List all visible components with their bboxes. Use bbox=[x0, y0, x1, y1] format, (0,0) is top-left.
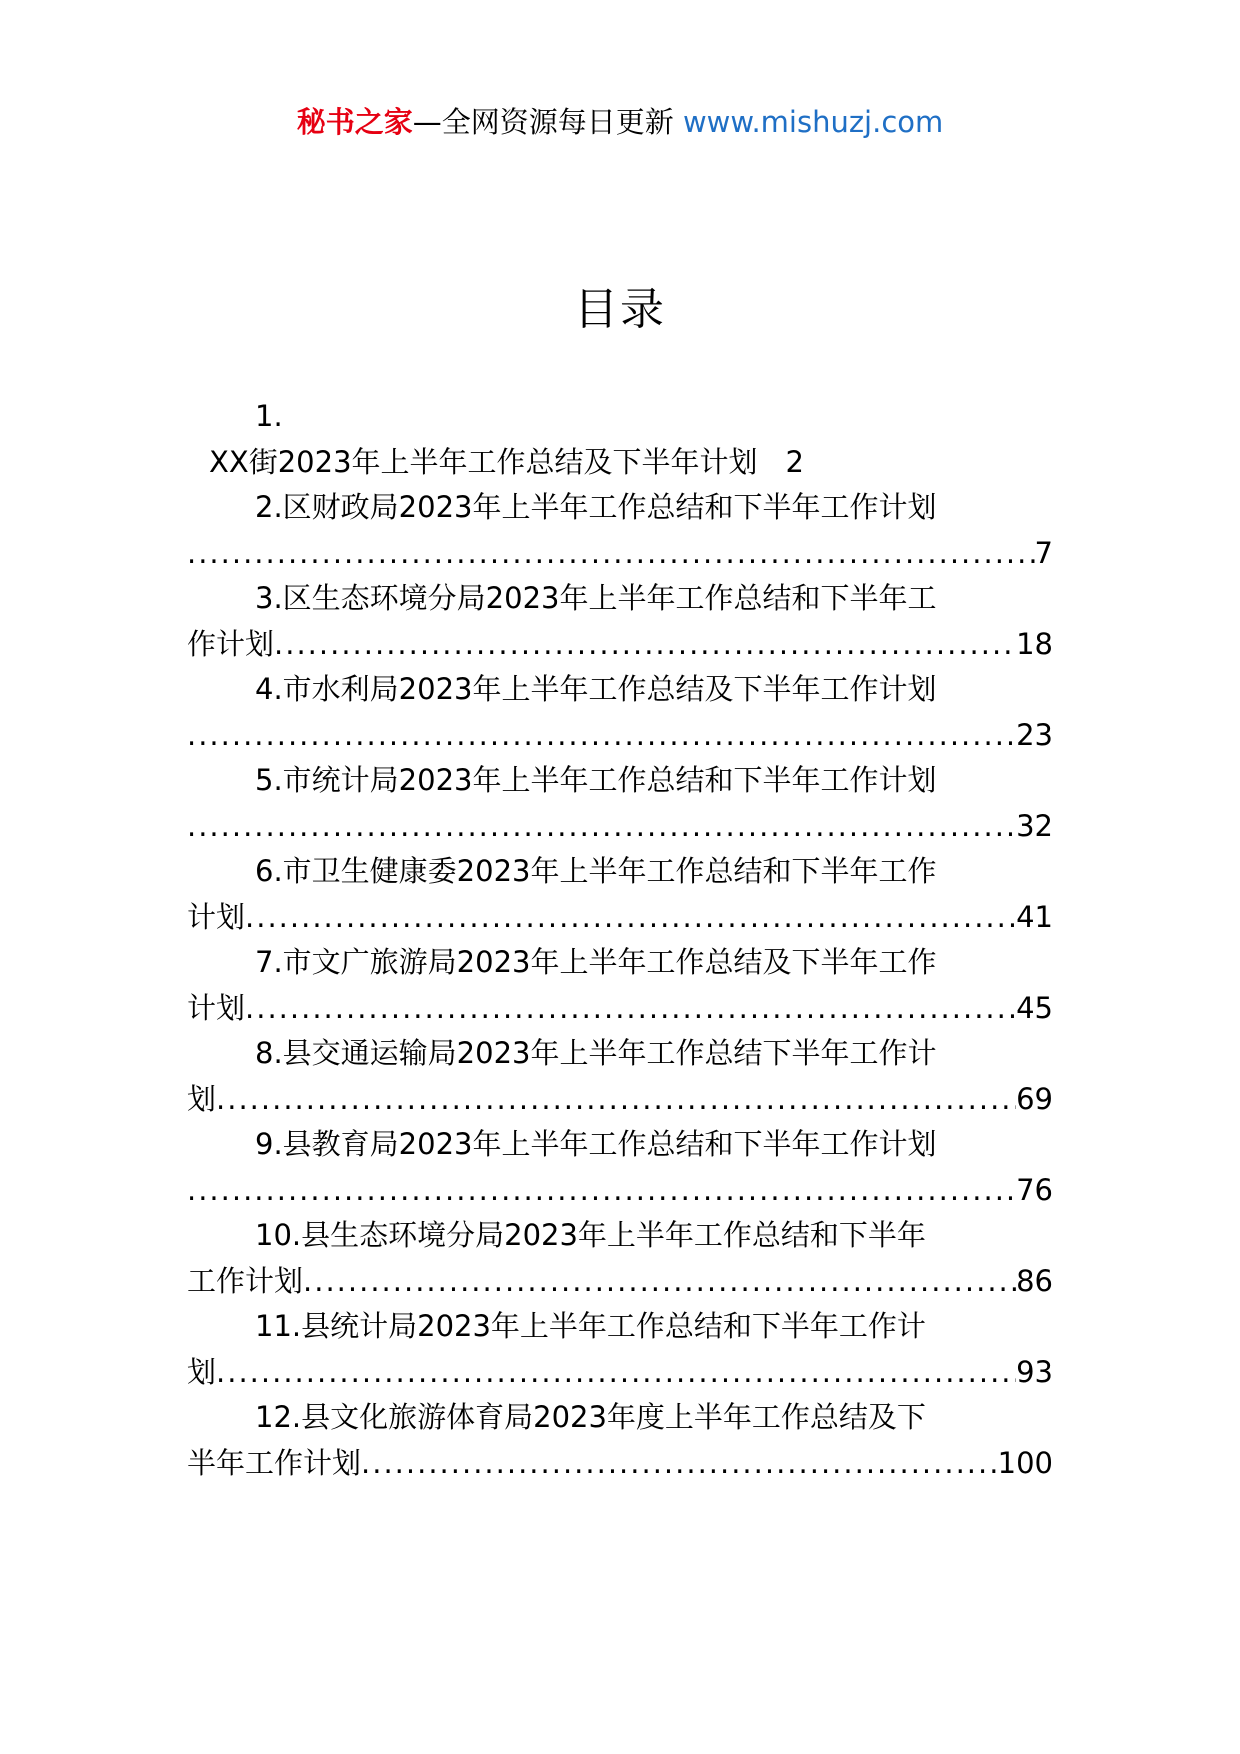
toc-page-number: 93 bbox=[1016, 1354, 1053, 1389]
toc-leader-dots bbox=[245, 986, 1016, 1032]
toc-entry-1[interactable] bbox=[187, 394, 1053, 485]
toc-entry-title: 3.区生态环境分局2023年上半年工作总结和下半年工 bbox=[255, 581, 937, 615]
toc-leader-dots bbox=[187, 1168, 1016, 1214]
toc-entry-9[interactable] bbox=[187, 1122, 1053, 1213]
toc-entry-4[interactable] bbox=[187, 667, 1053, 758]
toc-entry-title: XX街2023年上半年工作总结及下半年计划 bbox=[209, 444, 758, 479]
toc-entry-3[interactable] bbox=[187, 576, 1053, 667]
toc-entry-11[interactable] bbox=[187, 1304, 1053, 1395]
site-header bbox=[0, 102, 1240, 142]
toc-entry-title-continued: 划 bbox=[187, 1081, 217, 1116]
brand-name: 秘书之家 bbox=[296, 105, 413, 139]
toc-entry-title: 12.县文化旅游体育局2023年度上半年工作总结及下 bbox=[255, 1400, 926, 1434]
toc-leader-dots bbox=[187, 713, 1016, 759]
toc-entry-7[interactable] bbox=[187, 940, 1053, 1031]
toc-entry-title: 2.区财政局2023年上半年工作总结和下半年工作计划 bbox=[255, 490, 937, 524]
toc-entry-number: 1. bbox=[255, 399, 283, 433]
toc-page-number: 86 bbox=[1016, 1263, 1053, 1298]
page-title: 目录 bbox=[574, 284, 666, 335]
toc-page-number: 32 bbox=[1016, 808, 1053, 843]
toc-page-number: 23 bbox=[1016, 717, 1053, 752]
toc-page-number: 7 bbox=[1034, 535, 1053, 570]
toc-entry-title-continued: 计划 bbox=[187, 990, 246, 1025]
header-tagline: —全网资源每日更新 bbox=[412, 105, 683, 139]
toc-leader-dots bbox=[216, 1077, 1016, 1123]
toc-entry-5[interactable] bbox=[187, 758, 1053, 849]
toc-entry-title: 5.市统计局2023年上半年工作总结和下半年工作计划 bbox=[255, 763, 937, 797]
toc-page-number: 2 bbox=[785, 444, 804, 479]
toc-entry-title: 4.市水利局2023年上半年工作总结及下半年工作计划 bbox=[255, 672, 937, 706]
toc-entry-title-continued: 划 bbox=[187, 1354, 217, 1389]
toc-entry-title-continued: 作计划 bbox=[187, 626, 275, 661]
site-url-link[interactable]: www.mishuzj.com bbox=[682, 105, 944, 139]
toc-entry-title-continued: 工作计划 bbox=[187, 1263, 304, 1298]
toc-entry-title: 11.县统计局2023年上半年工作总结和下半年工作计 bbox=[255, 1309, 926, 1343]
toc-entry-title: 10.县生态环境分局2023年上半年工作总结和下半年 bbox=[255, 1218, 926, 1252]
toc-entry-title: 9.县教育局2023年上半年工作总结和下半年工作计划 bbox=[255, 1127, 937, 1161]
toc-page-number: 76 bbox=[1016, 1172, 1053, 1207]
toc-leader-dots bbox=[216, 1350, 1016, 1396]
toc-entry-2[interactable] bbox=[187, 485, 1053, 576]
toc-entry-title: 6.市卫生健康委2023年上半年工作总结和下半年工作 bbox=[255, 854, 937, 888]
toc-entry-8[interactable] bbox=[187, 1031, 1053, 1122]
toc-entry-title-continued: 计划 bbox=[187, 899, 246, 934]
toc-page-number: 18 bbox=[1016, 626, 1053, 661]
toc-leader-dots bbox=[274, 622, 1016, 668]
toc-entry-title-continued: 半年工作计划 bbox=[187, 1445, 362, 1480]
toc-leader-dots bbox=[361, 1441, 998, 1487]
toc-entry-6[interactable] bbox=[187, 849, 1053, 940]
toc-entry-10[interactable] bbox=[187, 1213, 1053, 1304]
toc-entry-title: 8.县交通运输局2023年上半年工作总结下半年工作计 bbox=[255, 1036, 937, 1070]
toc-leader-dots bbox=[187, 531, 1035, 577]
table-of-contents bbox=[187, 394, 1053, 1486]
toc-page-number: 45 bbox=[1016, 990, 1053, 1025]
toc-page-number: 69 bbox=[1016, 1081, 1053, 1116]
toc-entry-12[interactable] bbox=[187, 1395, 1053, 1486]
toc-leader-dots bbox=[303, 1259, 1016, 1305]
toc-page-number: 100 bbox=[997, 1445, 1053, 1480]
toc-leader-dots bbox=[245, 895, 1016, 941]
toc-page-number: 41 bbox=[1016, 899, 1053, 934]
toc-entry-title: 7.市文广旅游局2023年上半年工作总结及下半年工作 bbox=[255, 945, 937, 979]
toc-leader-dots bbox=[187, 804, 1016, 850]
